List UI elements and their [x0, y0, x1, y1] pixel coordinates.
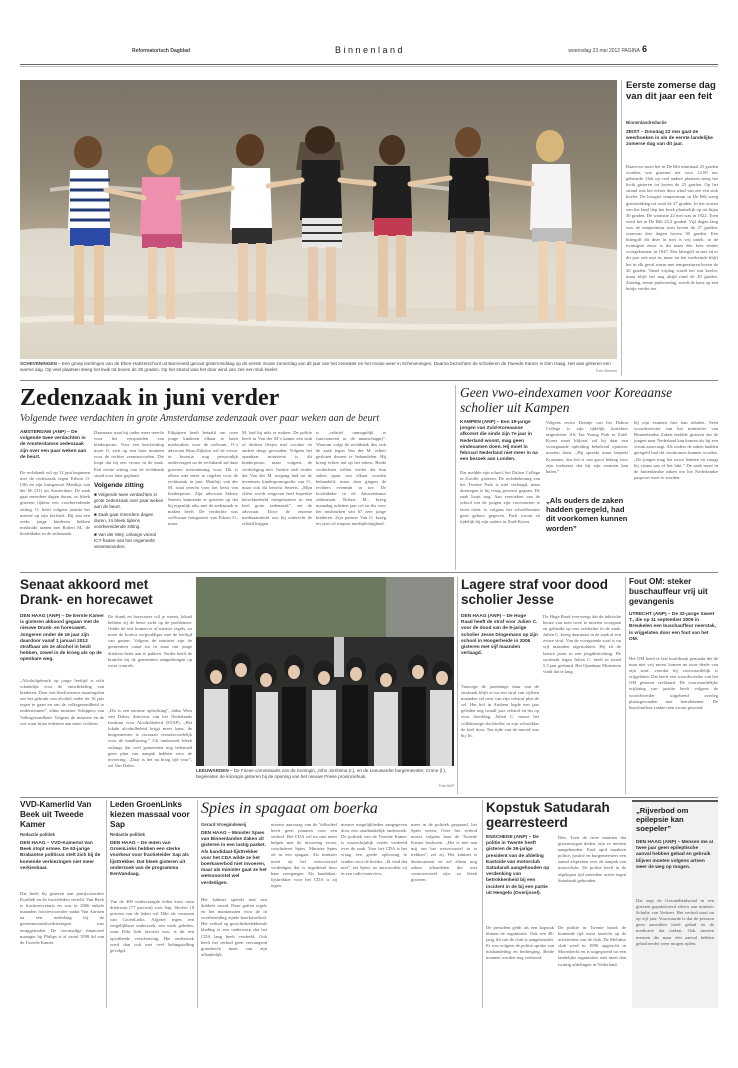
summer-byline: Binnenlandredactie — [626, 120, 667, 125]
vvd-body: Dat heeft hij gisteren aan partijvoorzitter Kortlieb en de fractieleden verteld. Van Beek is fractiesecretaris en was in 2006 enkele maanden fractievoorzitter nadat Van Aartsen na een nederlaag bij de gemeenteraadsverkiezingen was teruggetreden. De voormalige financieel manager bij Philips is al vanaf 1998 lid van de Tweede Kamer. — [20, 891, 104, 945]
vwo-body-2: Volgens rector Drentje van het Dalton College is zijn tijdelijk korrekter uitgesloten. Als Tae Young Park in Zuid-Korea moet blijven, zal hij daar een voortgaande opleiding behalveal opnieuw moeten doen. „Hij spreekt maar beperkt Koreaans, dus het is van groot belang voor zijn toekomst dat hij zijn examen kan halen.” — [546, 420, 628, 474]
provinciehuis-caption-text: De Friese commissaris van de Koningin, John Jorritsma (r.), en de Leeuwarder burgemeester, Crone (l.), begeleiden de koningin gisteren bij de opening van het nieuwe Friese provinciehuis. — [196, 768, 447, 779]
zeden-body-4: M. had hij niks te maken. De politie heeft in Van der M.'s kamer een stuk of dertien flesjes met cocaïne en andere drugs gevonden. Volgens het openbaar ministerie is dit kinderporno, maar volgens de verdediging niet. Justitie stelt verder dat Van der M. toegang had tot de inventaris kinderpornografie van O., maar ook dit betwist Smeets. „Mijn cliënt wordt vergeven heel beperkte betrokkenheid meegenomen in een heel grote zedenzaak”, zei de advocaat. Door de enorme mediaaandacht zou hij onterecht de schuld krijgen. — [242, 430, 312, 527]
vvd-byline: Redactie politiek — [20, 832, 55, 837]
vwo-title: Geen vwo-eindexamen voor Koreaanse scholier uit Kampen — [460, 385, 673, 415]
zeden-info-box — [94, 482, 164, 568]
boerka-title: Spies in spagaat om boerka — [201, 800, 378, 817]
zeden-title: Zedenzaak in juni verder — [20, 385, 280, 411]
provinciehuis-caption-lead: LEEUWARDEN – — [196, 768, 233, 773]
fout-om-body: Het OM heeft te laat hoofdzaak gemaakt die de man niet vrij moest komen na twee derde van zijn straf, voordat hij voorwaardelijk is vrijgelaten. Dat heeft een woordvoerder van het OM gisteren verklaard. De voorwaardelijke vrijlating van justitie heeft volgens de woordvoerder uitgebreid overleg plaatsgevonden met betrokkenen. De buschauffeur raakte toen zwaar gewond. — [629, 656, 718, 710]
jesse-body-1: Vanwege de jarenlange duur van de strafzaak blijft er nu een straf van vijftien maanden cel over van zijn celstraf plus de cel. Het hof in Arnhem legde een jaar geleden nog twaalf jaar celstraf en tbs op voor doodslag. Julien C. moest het willekeurige slachtoffer in zijn schoolklas de keel door. Ten tijde van de moord was hij 16. — [461, 684, 539, 738]
beach-photo-illustration — [20, 80, 617, 359]
vwo-body-3: hij zijn examen hier kan inhalen. Seen woordvoerster van het ministerie van Binnenlandse Zaken meldde gisteren dat de jongen naar Nederland kan komen als hij een visum aanvraagt. Als ouders de zaken hadden geregeld had dit voorkomen kunnen worden. „De jongen mag het risico kennen en vraagt hij visum aan of het lukt.” De zaak moet in de buitenlandse zaken om het Nederlandse paspoort weer te worden. — [634, 420, 718, 480]
fout-om-lead: UTRECHT (ANP) – De 32-jarige Sawet T., die op 11 september 2009 in Breukelen een buschauffeur neerstak, is vrijgelaten door een fout van het OM. — [629, 612, 716, 642]
epilepsie-box — [632, 800, 718, 1008]
boerka-body-1: Het kabinet spreekt met een dubbele mond. Deze gaften regels en het mantamaten voor de in voorbereiding zijnde boerkaverbod. Het verbod op gezichtsbedekkende kleding is een onderwerp dat het CDA lang heeft verdeeld. Ook heeft het verbod geen vervangend grondrecht maar van zijn afhankelijk. — [201, 897, 267, 957]
page-number: 6 — [642, 44, 648, 54]
zeden-lead: AMSTERDAM (ANP) – De volgende twee verdachten in de Amsterdamse zedenzaak zijn over een paar weken aan de beurt. — [20, 430, 87, 460]
satudarah-body-3: De politie in Twente houdt de komende tijd extra toezicht op de activiteiten van de club. De Molukse club werd in 1990 opgericht in Moordrecht en is uitgegroeid tot een landelijke organisatie, met meer dan twintig afdelingen in Nederland. — [558, 925, 626, 967]
beach-caption-lead: SCHEVENINGEN – — [20, 361, 61, 366]
beach-photo-caption — [20, 361, 617, 373]
beach-caption-text: Een groep leerlingen van de Eben-Haëzerschool uit Barneveld genoot gisternmiddag op de eerste mooie zomerdag van dit jaar van het zeewater en het mooie weer in Scheveningen. Daarna bezochten de scholieren de Tweede Kamer in Den Haag. Het was gisteren een warme dag. Op veel plaatsen steeg het kwik tot boven de 25 graden. Op het strand was het door wind van zee een stuk koeler. — [20, 361, 611, 372]
boerka-divider — [197, 800, 198, 1008]
jesse-lead: DEN HAAG (ANP) – De Hoge Raad heeft de straf voor Julien C. voor de dood van de 9-jarige scholier Jesse Dingemans op zijn school in Hoogerheide in 2006 gisteren met vijf maanden verlaagd. — [461, 614, 538, 657]
zeden-subtitle: Volgende twee verdachten in grote Amsterdamse zedenzaak over paar weken aan de beurt — [20, 413, 380, 424]
groenlinks-title: Leden GroenLinks kiezen massaal voor Sap — [110, 800, 190, 829]
sidebar-divider — [621, 80, 622, 376]
publication-name: Reformatorisch Dagblad — [132, 48, 191, 54]
beach-photo — [20, 80, 617, 359]
satudarah-divider — [482, 800, 483, 1008]
page-date: woensdag 23 mei 2012 PAGINA — [568, 48, 640, 54]
groenlinks-lead: DEN HAAG – De leden van GroenLinks hebben een sterke voorkeur voor fractieleider Sap als lijsttrekker. Dat bleek gisteren uit onderzoek van de programma EenVandaag. — [110, 841, 189, 878]
boerka-body-3: nieuwe mogelijkheden aangegeven door een onafhankelijk onderzoek. De politiek van de Tweede Kamer is waarschijnlijk verder verdeeld over de zaak. Voor het CDA is het vraag een goede oplossing te vinden voor de boerka. „Ik vind dat niet”, zei Spies, zo antwoordde zij in een radio-interview. — [341, 822, 407, 876]
drank-body-3: „Dit is een enorme opluchting”, aldus Wim van Dalen, directeur van het Nederlands Instituut voor Alcoholbeleid (STAP). „Het lokale alcoholbeleid krijgt meer kans, de burgemeester is voortaan verantwoordelijk voor de handhaving.” Uit onderzoek bleek onlangs dat veel gemeenten nog helemaal geen plan van aanpak hebben voor de invoering. „Daar is het nu hoog tijd voor”, zei Van Dalen. — [108, 708, 192, 768]
summer-title: Eerste zomerse dag van dit jaar een feit — [626, 80, 716, 102]
epilepsie-body: Dat zegt de Gezondheidsraad in een gisteren gepubliceerd advies aan minister Schultz van Verkeer. Het verbod staat nu op vijf jaar. Voorwaarde is dat de persoon geen aanvallen heeft gehad en de medicatie dat toelaat. Ook moeten mensen die maar één aanval hebben gehad eerder weer mogen rijden. — [636, 898, 714, 946]
satudarah-body-1: De president geldt als een kopstuk binnen de organisatie. Ook een 48-jarig lid van de club is aangehouden. Er was volgens de politie sprake van mishandeling en bedreiging. Beide mannen worden nog verhoord. — [486, 925, 554, 961]
vwo-body-1: Dat meldde zijn school, het Dalton College in Zwolle, gisteren. De rechtbekening van het Twente Park is niet verlengd, maar duurtegen is hij terug geweest gegaan. De zaak loopt nog. Aan verzoeken van de school om de jongen zijn voorvaarten te laten doen, is volgens het schoolbestuur geen gehoor gegeven. Park woont en tijdelijk bij zijn ouders in Zuid-Korea. — [460, 470, 540, 524]
zeden-body-5: is „relatief onmogelijk te functioneren in de maatschappij”. Waarom volgt de rechtbank dus ook de zaak tegen Van der M. achter gesloten deuren te behandelen. Hij kreeg echter nul op het rekest. Beide verdachten willen verder dat hun zaken apart van elkaar worden behandeld, maar daar gingen de rechters evenmin in toe. De hoofddader in de Amsterdamse zedenzaak, Robert M., kreeg maandag achttien jaar cel en tbs voor het misbruiken van 67 zeer jonge kinderen. Zijn partner Van O. kreeg tes jaar cel wegens medeplichtigheid. — [316, 430, 386, 527]
vvd-lead: DEN HAAG – VVD-Kamerlid Van Beek stopt ermee. De 63-jarige Brabantse politicus stelt zich bij de komende verkiezingen niet meer verkiesbaar. — [20, 841, 101, 871]
drank-body-2: De drank en horecawet wil je weten, lokaal hebben zij de beste zicht op de problemen. Onder de wet komen er al nieuwe regels, zo moet de horeca zorgvuldiger met de leeftijd van gasten. Volgens de minister zijn de gemeenten vanaf nu in staat om jonge drinkers beter aan te pakken. Verder heeft de branche bij de gemeenten aangedrongen op extra controle. — [108, 614, 192, 668]
jesse-divider — [457, 577, 458, 794]
provinciehuis-caption — [196, 768, 454, 788]
satudarah-body-2: Den. Toen de twee mannen dat gistermorgen deden, zijn ze meteen aangehouden. Eind april maakten politie, justitie en burgemeesters een aantal afspraken over de aanpak van motorclubs. De politie heeft in de afgelopen tijd meerdere acties tegen Satudarah gehouden. — [558, 835, 626, 883]
beach-photo-credit: Foto Mennim — [596, 369, 617, 373]
zeden-box-item: ■ Zaak gaat meerdere dagen duren, zo bleek tijdens voorbereidende zitting. — [94, 512, 154, 529]
header-rule — [20, 64, 718, 65]
boerka-body-2: nieuwe aanvraag van de Volksdeel heeft geen plannen voor een verbod. Het CDA wil nu niet meer helpen met de invoering ervan, concludeert Spies. Minister Spies zit in een spagaat. Als minister moet zij het wetsvoorstel verdedigen dat is ingediend door haar voorganger. Als kandidaat-lijsttrekker voor het CDA is zij tegen. — [271, 822, 337, 888]
groenlinks-divider — [106, 800, 107, 1008]
zeden-body-1: De rechtbank wil op 12 juni beginnen met de rechtszaak tegen Edwin O. (36) en zijn huisgenoot Matthijs van der M. (31) uit Amsterdam. De zaak gaat meerdere dagen duren, zo bleek gisteren tijdens een voorbereidende zitting. O. heeft volgens justitie het meeste op zijn kerfstok. Hij zou een reeks jonge kinderen hebben misbruikt samen met Robert M., de hoofddader in de zedenzaak. — [20, 470, 90, 536]
epilepsie-lead: DEN HAAG (ANP) – Mensen die al twee jaar geen epileptische aanval hebben gehad en gebruik blijven moeten volgens artsen weer de weg op mogen. — [636, 840, 714, 870]
summer-body: Daarvoor moet het in De Bilt minimaal 25 graden worden, wat gisteren net voor 12.00 uur gebeurde. Ook op veel andere plaatsen steeg het kwik gisteren tot boven de 25 graden. Op het strand was het echter door wind van zee een stuk koeler. De hoogste temperatuur in De Bilt steeg gistermiddag tot rond de 27 graden. In het oosten van het land liep het kwik plaatselijk op tot bijna 30 graden. De warmste 22 mei was in 1922. Toen werd het in De Bilt 25,2 graden. Vijf dagen lang was de temperatuur toen boven de 27 graden, waarvan drie dagen boven 30 graden. Een hittegolf dit deze in mei is vrij uniek: in de twintigste eeuw is dit maar één keer eerder voorgekomen: in 1947. Een hittegolf in mei zit er dit jaar ook niet in, maar tot het weekeinde blijft het in elk geval warm met temperaturen boven de 20 graden. Vanaf vrijdag wordt het wat koeler, maar blijft het nog altijd rond de 20 graden. Zondag, eerste pinksterdag, wordt de kans op een buitje verder toe. — [626, 164, 718, 291]
boerka-body-4: meer in de politiek gespaard, liet Spies weten. Over het verbod moest volgens haar de Tweede Kamer beslissen. „Het is niet aan mij om het wetsvoorstel in te trekken”, zei zij. Het kabinet is demissionair en zal alleen nog zaken afhandelen die niet controversieel zijn, zo bleek gisteren. — [411, 822, 477, 882]
satudarah-title: Kopstuk Satudarah gearresteerd — [486, 800, 610, 830]
provinciehuis-illustration — [196, 577, 454, 766]
vwo-pull-quote — [546, 496, 628, 533]
section-title: Binnenland — [334, 45, 406, 55]
drank-body-1: „Alcoholgebruik op jonge leeftijd is echt schadelijk voor de ontwikkeling van kinderen. Door wet biedt nieuwe maatregelen om het gebruik van alcohol onder de 16 jaar tegen te gaan en om de volksgezondheid te ondersteunen”, aldus minister Schippers van Volksgezondheid. Volgens de minister en de wet waar bijna iedereen aan moet voldoen. — [20, 678, 104, 726]
zeden-box-item: ■ Volgende twee verdachten in grote zedenzaak over paar weken aan de beurt. — [94, 492, 164, 509]
satudarah-lead: ENSCHEDE (ANP) – De politie in Twente heeft gisteren de 36-jarige president van de afdeling Eastside van motorclub Satudarah aangehouden op verdenking van betrokkenheid bij een incident in de bij een partie uit Hengelo (Overijssel). — [486, 835, 550, 896]
jesse-title: Lagere straf voor dood scholier Jesse — [461, 577, 609, 607]
boerka-byline: Gerard Vroegindeweij — [201, 822, 247, 827]
rule-lower — [20, 797, 718, 798]
vwo-lead: KAMPEN (ANP) – Een 19-jarige jongen van Zuid-Koreaanse afkomst die sinds zijn 7e jaar in Nederland woont, mag geen eindexamen doen. Hij moet in februari Nederland niet meer in na een bezoek aan Londen. — [460, 420, 538, 463]
rule-below-photo — [20, 380, 718, 381]
provinciehuis-photo — [196, 577, 454, 766]
epilepsie-title: „Rijverbod om epilepsie kan soepeler” — [636, 806, 689, 834]
zeden-body-3: Filipijnen heeft betaald om twee jonge kinderen elkaar te laten misbruiken voor de webcam. O.'s advocaat Rina Dijkstra wil de vrouw in kwestie nog persoonlijk ondervragen na de rechtbank zal daar gisteren toestemming voor. Dit is alleen niet meer te regelen voor de rechtszaak in juni. Matthijs van der M. staat terecht voor het bezit van kinderporno. Zijn advocaat Sidney Smeets kunnende er gisteren op dat hij ergenlijk niks met de zedenzaak te maken heeft. De verdachte was wellswaar huisgenoot van Edwin O., maar. — [168, 430, 238, 527]
rule-mid — [20, 572, 718, 573]
groenlinks-byline: Redactie politiek — [110, 832, 145, 837]
jesse-body-2: De Hoge Raad overweegt dat de taktische keuze van toen twee te moeten voorgaan en gebruikt op een verdachte in de zaak. Julien C. kreeg daarnaast in de zaak al een zware straf. Van de voorgaande straf is nu vijf maanden afgetrokken. Hij zit de laatste jaren in een jeugdinrichting. De strafzaak tegen Julien C. heeft in totaal 5,5 jaar geduurd. Het Openbaar Ministerie vindt dat te lang. — [543, 614, 621, 674]
zeden-box-item: ■ Van der Meij: onlangs vooral ICT-fouten van het ongemerkt verantwoorden. — [94, 532, 156, 549]
zeden-body-2: Daarnaast staat hij onder meer terecht voor het verspreiden van kinderporno. Voor een bescheiding moet O. zich op een later moment voor de rechter verantwoorden. Die loopt dat bij een vrouw in de zaak. Een eerste zitting van de rechtbank stond voor later gepland. — [94, 430, 164, 478]
vwo-divider — [455, 385, 456, 570]
provinciehuis-credit: Foto ANP — [438, 784, 454, 788]
groenlinks-body: Van de 400 ondervraagde leden koos ruim driekwart (77 procent) voor Sap. Slechts 18 procent van de leden wil Dibi als voorman van GroenLinks. Afgezet tegen een vergelijkbaar onderzoek, een week geleden, waar Dibi licht favoriet was, is dit een opvallende verschuiving. Het onderzoek werd dan ook met veel belangstelling gevolgd. — [110, 899, 194, 953]
vvd-title: VVD-Kamerlid Van Beek uit Tweede Kamer — [20, 800, 92, 829]
drank-title: Senaat akkoord met Drank- en horecawet — [20, 577, 153, 607]
header-rule-thin — [20, 66, 718, 67]
summer-lead: ZEIST – Dinsdag 22 mei gaat de weerboeken in als de eerste landelijke zomerse dag van dit jaar. — [626, 130, 713, 148]
fout-om-title: Fout OM: steker buschauffeur vrij uit gevangenis — [629, 577, 708, 606]
drank-lead: DEN HAAG (ANP) – De Eerste Kamer is gisteren akkoord gegaan met de nieuwe Drank- en horecawet. Jongeren onder de 16 jaar zijn daardoor vanaf 1 januari 2013 strafbaar als ze alcohol in bezit hebben, zowel in de kroeg als op de openbare weg. — [20, 614, 104, 663]
fout-om-divider — [625, 577, 626, 794]
vwo-quote-text: „Als ouders de zaken hadden geregeld, had dit voorkomen kunnen worden” — [546, 496, 628, 533]
boerka-lead: DEN HAAG – Minister Spies van Binnenlandse Zaken zit gisteren in een lastig parket. Als kandidaat-lijsttrekker voor het CDA wilde ze het boerkaverbod niet invoeren, maar als minister gaat ze het wetsvoorstel wel verdedigen. — [201, 831, 267, 886]
zeden-box-title: Volgende zitting — [94, 482, 144, 489]
